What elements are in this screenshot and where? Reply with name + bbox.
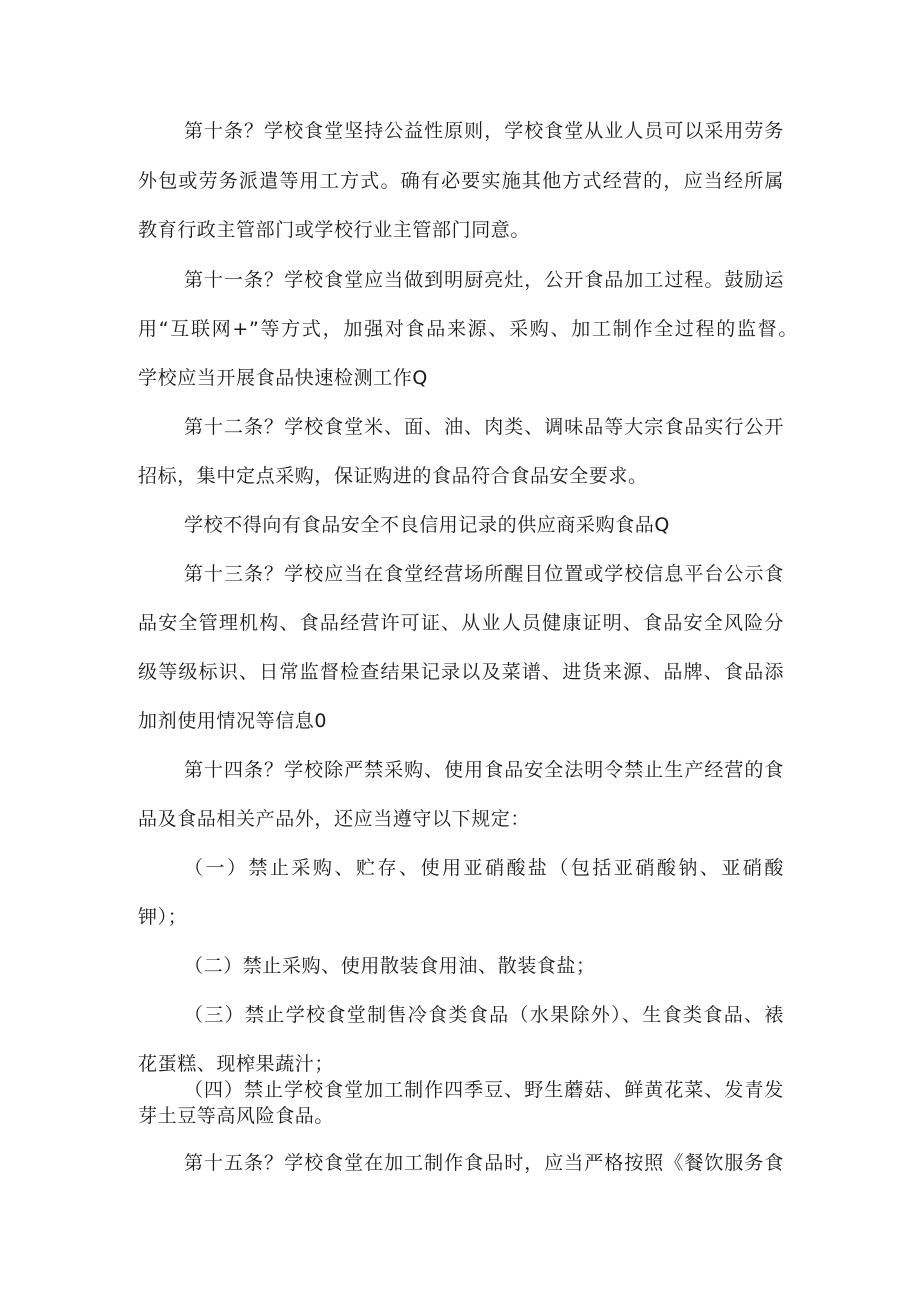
article-14-item-3-line-1: （三）禁止学校食堂制售冷食类食品（水果除外）、生食类食品、裱 bbox=[184, 1004, 784, 1026]
article-10-line-3: 教育行政主管部门或学校行业主管部门同意。 bbox=[138, 219, 531, 241]
article-12-extra-line: 学校不得向有食品安全不良信用记录的供应商采购食品Q bbox=[184, 514, 670, 536]
article-14-item-2: （二）禁止采购、使用散装食用油、散装食盐； bbox=[184, 955, 596, 977]
article-14-item-4-line-1: （四）禁止学校食堂加工制作四季豆、野生蘑菇、鲜黄花菜、发青发 bbox=[184, 1079, 784, 1101]
article-13-line-3: 级等级标识、日常监督检查结果记录以及菜谱、进货来源、品牌、食品添 bbox=[138, 661, 784, 683]
article-13-line-2: 品安全管理机构、食品经营许可证、从业人员健康证明、食品安全风险分 bbox=[138, 612, 784, 634]
article-10-line-1: 第十条？学校食堂坚持公益性原则，学校食堂从业人员可以采用劳务 bbox=[184, 120, 784, 142]
article-14-item-1-line-1: （一）禁止采购、贮存、使用亚硝酸盐（包括亚硝酸钠、亚硝酸 bbox=[184, 857, 784, 879]
article-14-line-2: 品及食品相关产品外，还应当遵守以下规定： bbox=[138, 808, 531, 830]
article-12-line-1: 第十二条？学校食堂米、面、油、肉类、调味品等大宗食品实行公开 bbox=[184, 416, 784, 438]
article-11-line-3: 学校应当开展食品快速检测工作Q bbox=[138, 367, 428, 389]
article-12-line-2: 招标，集中定点采购，保证购进的食品符合食品安全要求。 bbox=[138, 465, 648, 487]
article-14-item-3-line-2: 花蛋糕、现榨果蔬汁； bbox=[138, 1053, 335, 1075]
article-14-item-4-line-2: 芽土豆等高风险食品。 bbox=[138, 1105, 335, 1127]
article-15-line-1: 第十五条？学校食堂在加工制作食品时，应当严格按照《餐饮服务食 bbox=[184, 1152, 784, 1174]
article-13-line-1: 第十三条？学校应当在食堂经营场所醒目位置或学校信息平台公示食 bbox=[184, 563, 784, 585]
article-14-item-1-line-2: 钾）； bbox=[138, 906, 188, 928]
article-11-line-1: 第十一条？学校食堂应当做到明厨亮灶，公开食品加工过程。鼓励运 bbox=[184, 269, 784, 291]
article-13-line-4: 加剂使用情况等信息0 bbox=[138, 710, 328, 732]
article-11-line-2: 用“互联网+”等方式，加强对食品来源、采购、加工制作全过程的监督。 bbox=[138, 318, 798, 340]
article-14-line-1: 第十四条？学校除严禁采购、使用食品安全法明令禁止生产经营的食 bbox=[184, 759, 784, 781]
article-10-line-2: 外包或劳务派遣等用工方式。确有必要实施其他方式经营的，应当经所属 bbox=[138, 170, 784, 192]
